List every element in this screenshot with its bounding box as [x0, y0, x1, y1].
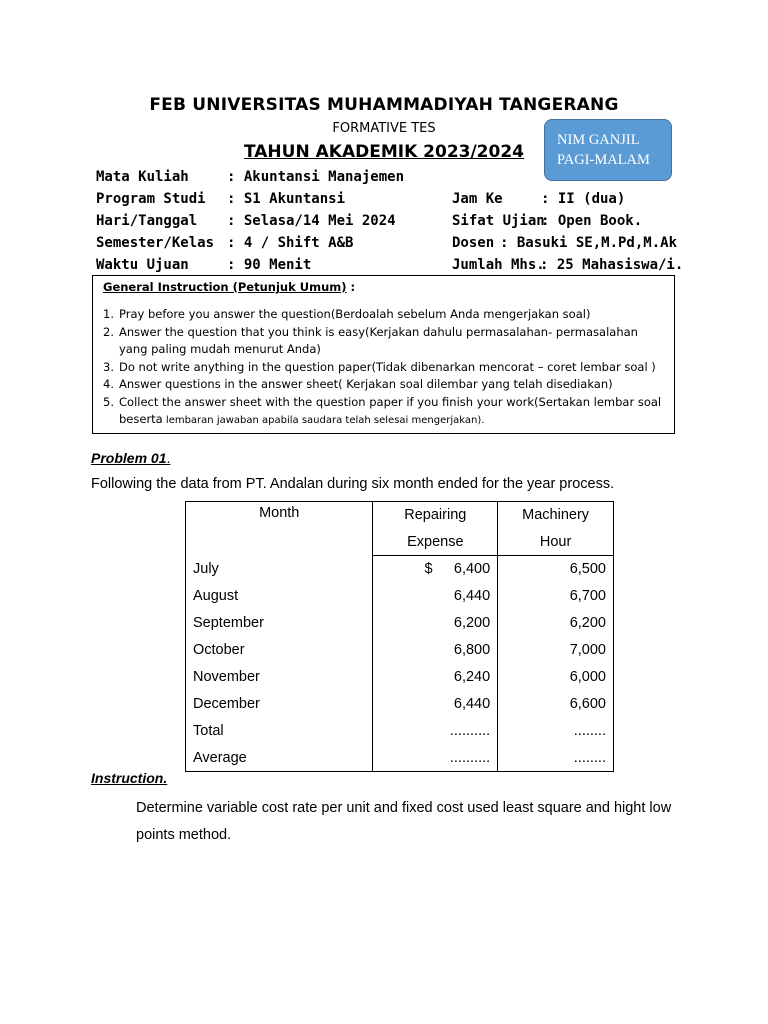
table-row — [186, 718, 614, 745]
cell-month: December — [186, 691, 373, 718]
nim-box-line-1: NIM GANJIL — [557, 132, 640, 148]
cell-month: August — [186, 583, 373, 610]
column-header-expense: Repairing — [373, 502, 498, 529]
info-value: : Selasa/14 Mei 2024 — [227, 213, 396, 229]
cell-expense: 6,440 — [373, 583, 498, 610]
column-header-hour: Machinery — [498, 502, 614, 529]
cell-expense: 6,800 — [373, 637, 498, 664]
table-row — [186, 745, 614, 772]
list-item: 2. Answer the question that you think is easy(Kerjakan dahulu permasalahan- permasalahan yang paling mudah menurut Anda) — [103, 324, 638, 356]
info-value: : 90 Menit — [227, 257, 312, 273]
info-label: Hari/Tanggal — [96, 213, 198, 229]
column-header-expense: Expense — [373, 529, 498, 556]
academic-year: TAHUN AKADEMIK 2023/2024 — [244, 142, 524, 162]
info-label: Sifat Ujian — [452, 213, 545, 229]
nim-group-box — [544, 119, 672, 181]
general-instruction-heading: General Instruction (Petunjuk Umum) : — [103, 280, 356, 294]
cell-hour: 7,000 — [498, 637, 614, 664]
info-label: Program Studi — [96, 191, 206, 207]
instruction-title: Instruction. — [91, 770, 168, 786]
cell-expense: $ 6,400 — [373, 556, 498, 583]
list-item: 1. Pray before you answer the question(Berdoalah sebelum Anda mengerjakan soal) — [103, 307, 591, 321]
table-row — [186, 691, 614, 718]
cell-month: Total — [186, 718, 373, 745]
cell-month: September — [186, 610, 373, 637]
info-value: : S1 Akuntansi — [227, 191, 346, 207]
test-type: FORMATIVE TES — [332, 121, 436, 136]
cell-hour: 6,600 — [498, 691, 614, 718]
table-row — [186, 583, 614, 610]
info-label: Waktu Ujuan — [96, 257, 189, 273]
nim-box-line-2: PAGI-MALAM — [557, 152, 650, 168]
table-row — [186, 637, 614, 664]
general-instruction-box — [92, 275, 675, 434]
cell-month: Average — [186, 745, 373, 772]
info-label: Dosen — [452, 235, 495, 251]
repair-expense-table — [185, 501, 614, 772]
info-value: : Basuki SE,M.Pd,M.Ak — [500, 235, 678, 251]
info-value: : Akuntansi Manajemen — [227, 169, 405, 185]
cell-hour: 6,500 — [498, 556, 614, 583]
problem-description: Following the data from PT. Andalan during six month ended for the year process. — [91, 476, 615, 492]
currency-symbol: $ — [424, 561, 433, 578]
info-label: Mata Kuliah — [96, 169, 189, 185]
info-label: Jam Ke — [452, 191, 503, 207]
list-item: 4. Answer questions in the answer sheet( Kerjakan soal dilembar yang telah disediakan) — [103, 377, 613, 391]
cell-month: July — [186, 556, 373, 583]
cell-hour: 6,700 — [498, 583, 614, 610]
column-header-month: Month — [186, 502, 373, 556]
problem-title: Problem 01. — [91, 450, 171, 466]
list-item: 3. Do not write anything in the question paper(Tidak dibenarkan mencorat – coret lembar soal ) — [103, 359, 656, 374]
instruction-text: Determine variable cost rate per unit and fixed cost used least square and hight low points method. — [136, 800, 672, 843]
cell-month: October — [186, 637, 373, 664]
cell-hour: ........ — [498, 745, 614, 772]
info-value: : II (dua) — [541, 191, 626, 207]
cell-expense: 6,440 — [373, 691, 498, 718]
cell-hour: 6,000 — [498, 664, 614, 691]
list-item: 5. Collect the answer sheet with the question paper if you finish your work(Sertakan lembar soal beserta lembaran jawaban apabila saudara telah selesai mengerjakan). — [103, 394, 662, 426]
university-title: FEB UNIVERSITAS MUHAMMADIYAH TANGERANG — [149, 95, 619, 115]
info-value: : Open Book. — [541, 213, 643, 229]
cell-expense: .......... — [373, 718, 498, 745]
cell-expense: .......... — [373, 745, 498, 772]
table-row — [186, 664, 614, 691]
table-row — [186, 556, 614, 583]
info-label: Jumlah Mhs. — [452, 257, 545, 273]
cell-expense: 6,240 — [373, 664, 498, 691]
instruction-list — [103, 306, 664, 430]
column-header-hour: Hour — [498, 529, 614, 556]
cell-month: November — [186, 664, 373, 691]
table-row — [186, 610, 614, 637]
cell-hour: ........ — [498, 718, 614, 745]
table-header-row — [186, 502, 614, 529]
info-label: Semester/Kelas — [96, 235, 215, 251]
cell-expense: 6,200 — [373, 610, 498, 637]
info-value: : 25 Mahasiswa/i. — [540, 257, 684, 273]
info-value: : 4 / Shift A&B — [227, 235, 354, 251]
cell-hour: 6,200 — [498, 610, 614, 637]
